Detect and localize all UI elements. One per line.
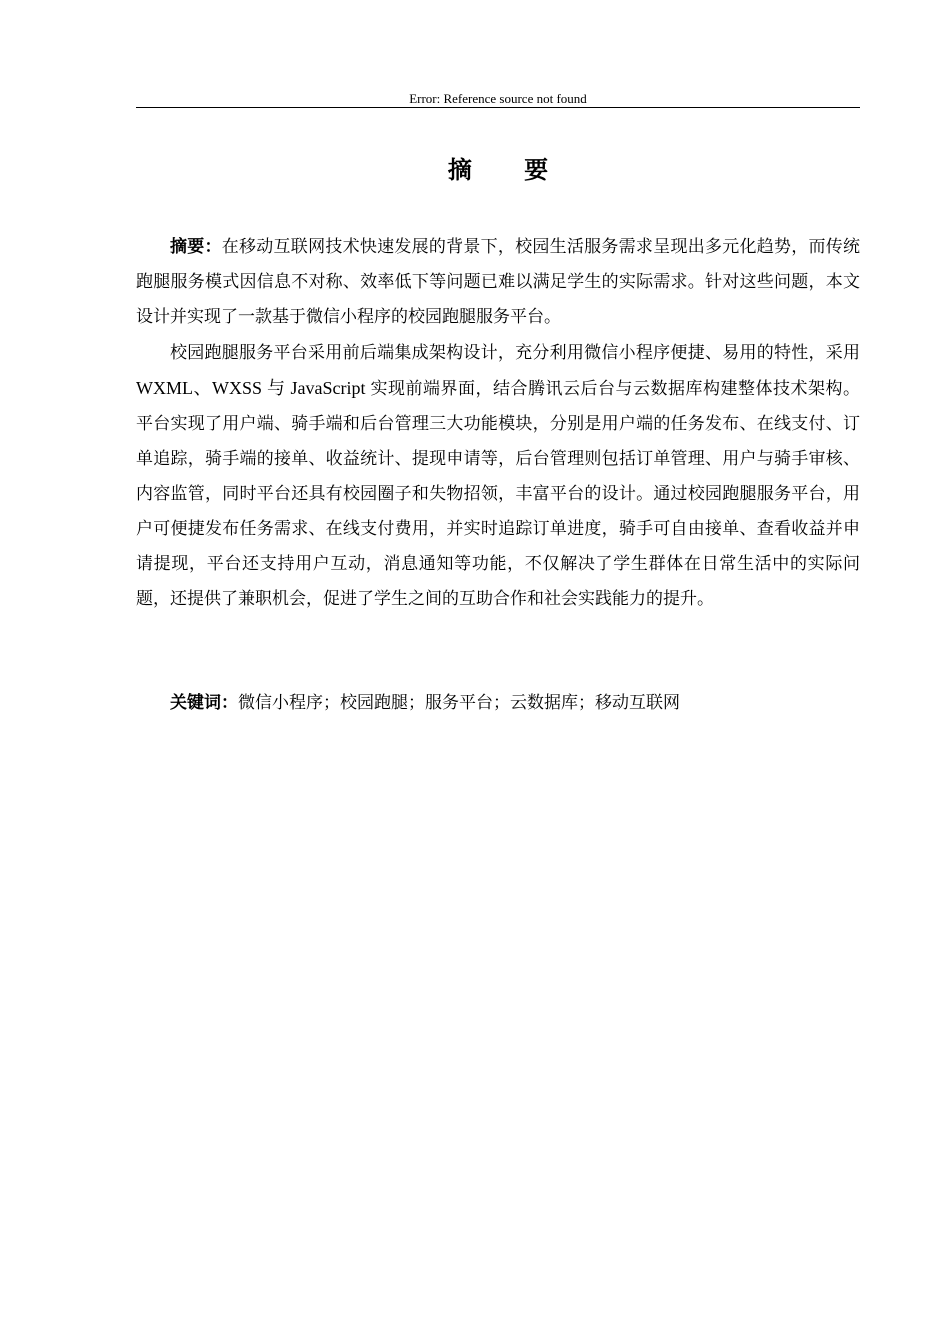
- keywords-line: [136, 686, 860, 721]
- abstract-paragraph-2-text-b: 实现前端界面，结合腾讯云后台与云数据库构建整体技术架构。平台实现了用户端、骑手端和后台管理三大功能模块，分别是用户端的任务发布、在线支付、订单追踪，骑手端的接单、收益统计、提现申请等，后台管理则包括订单管理、用户与骑手审核、内容监管，同时平台还具有校园圈子和失物招领，丰富平台的设计。通过校园跑腿服务平台，用户可便捷发布任务需求、在线支付费用，并实时追踪订单进度，骑手可自由接单、查看收益并申请提现，平台还支持用户互动，消息通知等功能，不仅解决了学生群体在日常生活中的实际问题，还提供了兼职机会，促进了学生之间的互助合作和社会实践能力的提升。: [136, 379, 860, 609]
- keywords-text: 微信小程序；校园跑腿；服务平台；云数据库；移动互联网: [238, 693, 680, 713]
- header-rule: [136, 107, 860, 108]
- running-header: Error: Reference source not found: [409, 91, 587, 106]
- abstract-paragraph-2-tech: WXML、WXSS 与 JavaScript: [136, 378, 371, 398]
- abstract-paragraph-1-text: 在移动互联网技术快速发展的背景下，校园生活服务需求呈现出多元化趋势，而传统跑腿服务模式因信息不对称、效率低下等问题已难以满足学生的实际需求。针对这些问题，本文设计并实现了一款基于微信小程序的校园跑腿服务平台。: [136, 237, 861, 327]
- abstract-body: [136, 230, 860, 617]
- abstract-paragraph-1: [136, 230, 860, 335]
- abstract-paragraph-2: [136, 335, 860, 617]
- keywords-label: 关键词：: [170, 693, 238, 713]
- abstract-paragraph-2-text-a: 校园跑腿服务平台采用前后端集成架构设计，充分利用微信小程序便捷、易用的特性，采用: [170, 343, 860, 363]
- abstract-title: 摘 要: [447, 156, 571, 184]
- abstract-label: 摘要：: [170, 237, 222, 257]
